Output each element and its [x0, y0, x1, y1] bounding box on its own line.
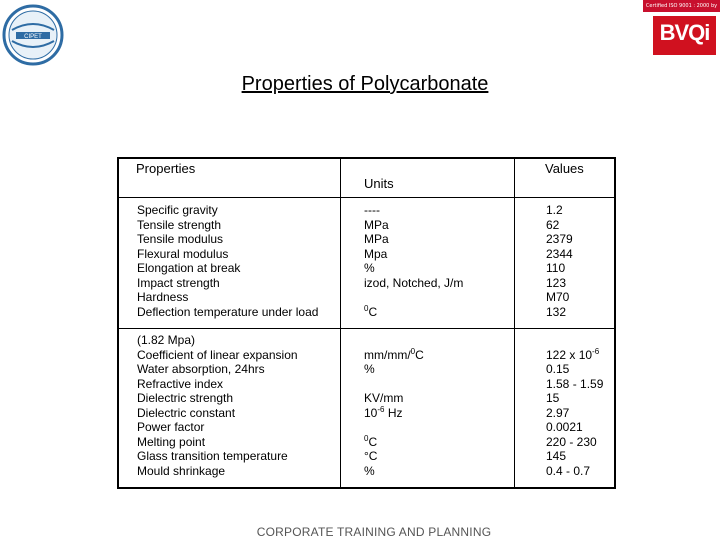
- value-superscript: -6: [592, 346, 600, 356]
- page-title: Properties of Polycarbonate: [241, 73, 489, 95]
- unit-cell-deflection: [364, 305, 377, 319]
- unit-text: C: [415, 347, 424, 362]
- unit-cell: Mpa: [364, 246, 388, 261]
- unit-text: C: [368, 434, 378, 449]
- value-cell: 1.2: [546, 203, 563, 217]
- unit-cell-linear-expansion: [364, 348, 424, 362]
- header-divider: [117, 197, 616, 198]
- unit-cell: KV/mm: [364, 391, 404, 405]
- value-cell: 145: [546, 449, 567, 463]
- unit-cell: %: [364, 463, 375, 478]
- value-cell: 220 - 230: [546, 434, 597, 449]
- value-cell: 0.4 - 0.7: [546, 463, 591, 478]
- property-cell: Dielectric strength: [137, 391, 234, 405]
- column-divider-1: [340, 157, 341, 489]
- property-cell: Power factor: [137, 420, 205, 434]
- property-cell: Dielectric constant: [137, 405, 236, 420]
- value-cell-linear-expansion: [546, 348, 599, 362]
- property-cell: Tensile modulus: [137, 232, 224, 246]
- cipet-logo-text: CIPET: [24, 34, 42, 40]
- property-cell: Specific gravity: [137, 203, 218, 217]
- property-cell: Impact strength: [137, 275, 220, 290]
- unit-cell: °C: [364, 449, 378, 463]
- unit-superscript: -6: [377, 404, 385, 414]
- unit-cell: %: [364, 261, 375, 275]
- header-units: Units: [364, 176, 394, 191]
- header-properties: Properties: [136, 161, 196, 176]
- property-cell: Mould shrinkage: [137, 463, 226, 478]
- property-cell: Water absorption, 24hrs: [137, 362, 265, 376]
- unit-superscript: 0: [364, 303, 369, 313]
- value-cell: 0.0021: [546, 420, 583, 434]
- certification-text: Certified ISO 9001 : 2000 by: [643, 0, 720, 12]
- value-cell: 123: [546, 275, 567, 290]
- cipet-logo-icon: [2, 4, 64, 66]
- property-cell: Refractive index: [137, 376, 224, 391]
- property-cell: Elongation at break: [137, 261, 241, 275]
- value-cell: 132: [546, 304, 567, 319]
- unit-cell: MPa: [364, 232, 389, 246]
- value-text: 122 x 10: [546, 347, 593, 362]
- property-cell: Deflection temperature under load: [137, 304, 319, 319]
- property-cell: Hardness: [137, 290, 189, 304]
- unit-superscript: 0: [364, 433, 369, 443]
- column-divider-2: [514, 157, 515, 489]
- group-divider: [117, 328, 616, 329]
- value-cell: 2344: [546, 246, 573, 261]
- value-cell: 15: [546, 391, 560, 405]
- unit-text: 10: [364, 405, 378, 420]
- header-values: Values: [545, 161, 584, 176]
- value-cell: 2379: [546, 232, 573, 246]
- bvqi-logo-text: BVQi: [659, 20, 710, 45]
- value-cell: 62: [546, 217, 560, 232]
- value-cell: 1.58 - 1.59: [546, 376, 604, 391]
- value-cell: 0.15: [546, 362, 570, 376]
- unit-text: C: [368, 304, 378, 319]
- unit-text: mm/mm/: [364, 347, 411, 362]
- value-cell: M70: [546, 290, 570, 304]
- unit-text: Hz: [384, 405, 403, 420]
- property-cell: Flexural modulus: [137, 246, 229, 261]
- property-cell: Coefficient of linear expansion: [137, 347, 298, 362]
- unit-cell-melting: [364, 435, 377, 449]
- property-cell: Tensile strength: [137, 217, 222, 232]
- unit-superscript: 0: [410, 346, 416, 356]
- unit-cell: izod, Notched, J/m: [364, 275, 464, 290]
- unit-cell: MPa: [364, 217, 389, 232]
- value-cell: 2.97: [546, 405, 570, 420]
- unit-cell: %: [364, 362, 375, 376]
- footer-text: CORPORATE TRAINING AND PLANNING: [256, 525, 492, 539]
- unit-cell: ----: [364, 203, 380, 217]
- unit-cell-dielectric-constant: [364, 406, 402, 420]
- property-cell: Glass transition temperature: [137, 449, 288, 463]
- value-cell: 110: [546, 261, 566, 275]
- property-cell: Melting point: [137, 434, 206, 449]
- property-cell: (1.82 Mpa): [137, 333, 196, 347]
